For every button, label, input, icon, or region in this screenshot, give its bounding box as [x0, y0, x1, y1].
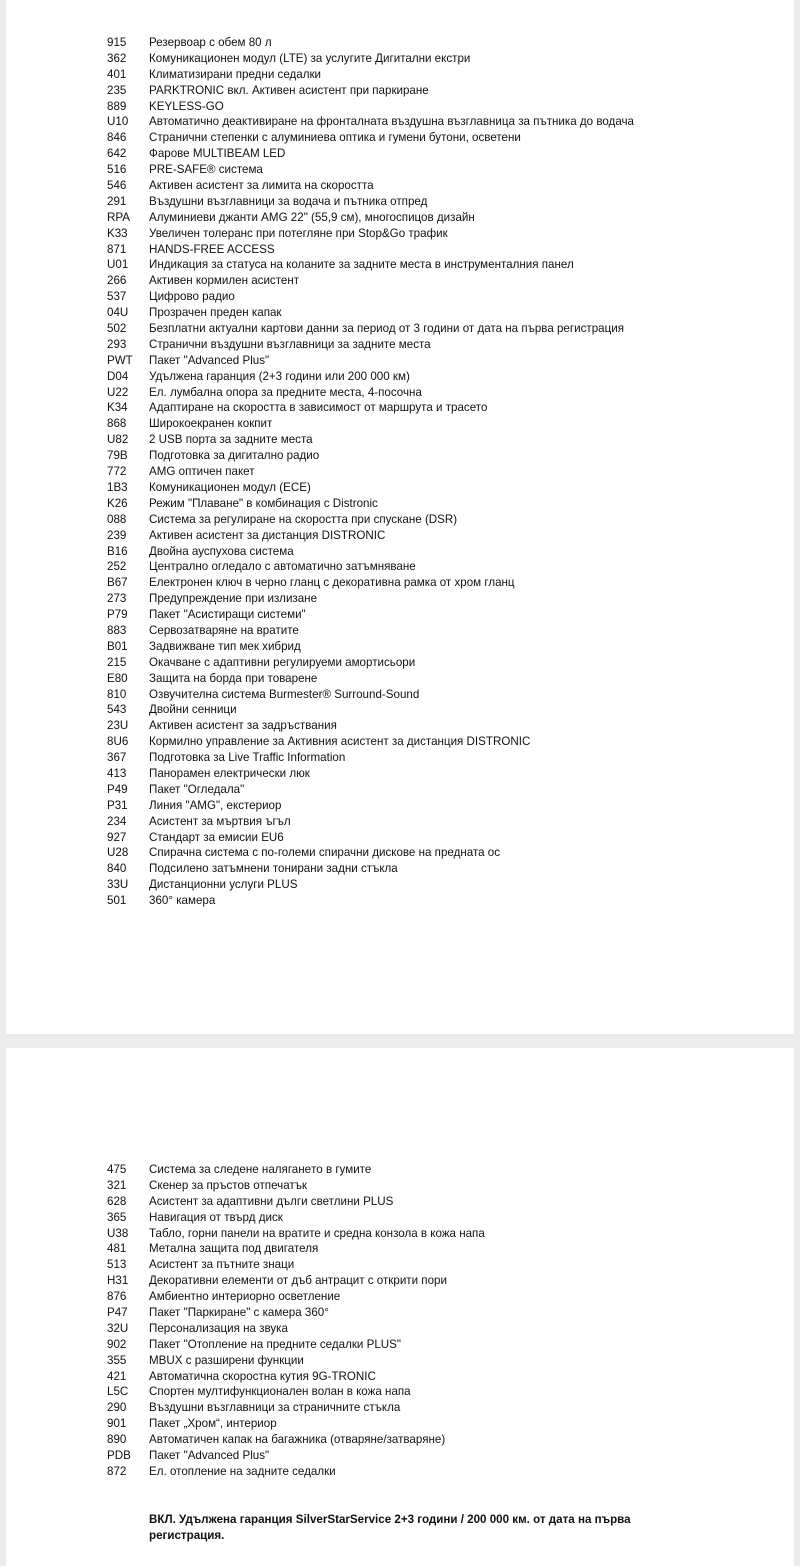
- option-description: Безплатни актуални картови данни за период от 3 години от дата на първа регистрация: [149, 322, 624, 336]
- equipment-item: [107, 99, 634, 115]
- equipment-item: [107, 1257, 485, 1273]
- equipment-item: [107, 146, 634, 162]
- equipment-item: [107, 1432, 485, 1448]
- option-code: 32U: [107, 1321, 129, 1335]
- option-description: Странични степенки с алуминиева оптика и гумени бутони, осветени: [149, 131, 521, 145]
- equipment-item: [107, 734, 634, 750]
- option-description: Система за следене наляганeто в гумите: [149, 1163, 372, 1176]
- equipment-item: [107, 35, 634, 51]
- option-code: E80: [107, 671, 128, 685]
- equipment-item: [107, 353, 634, 369]
- option-description: Комуникационен модул (LTE) за услугите Дигитални екстри: [149, 51, 471, 65]
- equipment-item: [107, 67, 634, 83]
- option-description: Широкоекранен кокпит: [149, 417, 273, 431]
- option-code: PDB: [107, 1449, 131, 1463]
- option-description: Амбиентно интериорно осветление: [149, 1290, 341, 1304]
- option-description: Озвучителна система Burmester® Surround-Sound: [149, 687, 420, 701]
- option-code: 868: [107, 417, 127, 431]
- option-code: 421: [107, 1369, 127, 1383]
- option-code: 890: [107, 1433, 127, 1447]
- option-code: 401: [107, 67, 127, 81]
- option-code: 239: [107, 528, 127, 542]
- option-code: 475: [107, 1163, 127, 1176]
- equipment-item: [107, 512, 634, 528]
- equipment-item: [107, 718, 634, 734]
- option-description: Подготовка за Live Traffic Information: [149, 751, 346, 765]
- equipment-item: [107, 194, 634, 210]
- option-code: 546: [107, 179, 127, 193]
- option-description: Цифрово радио: [149, 290, 235, 304]
- equipment-item: [107, 448, 634, 464]
- option-description: Двойна ауспухова система: [149, 544, 294, 558]
- equipment-item: [107, 528, 634, 544]
- option-description: Странични въздушни възглавници за задните места: [149, 337, 431, 351]
- option-code: 915: [107, 36, 127, 49]
- option-description: Табло, горни панели на вратите и средна конзола в кожа напа: [149, 1226, 485, 1240]
- option-description: Спортен мултифункционален волан в кожа напа: [149, 1385, 411, 1399]
- equipment-item: [107, 210, 634, 226]
- option-code: 321: [107, 1178, 127, 1192]
- option-code: 252: [107, 560, 127, 574]
- option-code: 293: [107, 337, 127, 351]
- equipment-item: [107, 750, 634, 766]
- option-code: 362: [107, 51, 127, 65]
- equipment-item: [107, 1400, 485, 1416]
- option-description: Кормилно управление за Активния асистент за дистанция DISTRONIC: [149, 735, 531, 749]
- equipment-item: [107, 114, 634, 130]
- equipment-item: [107, 464, 634, 480]
- option-code: P79: [107, 608, 128, 622]
- equipment-item: [107, 1321, 485, 1337]
- option-description: Алуминиеви джанти AMG 22" (55,9 см), многоспицов дизайн: [149, 210, 475, 224]
- option-description: Комуникационен модул (ECE): [149, 480, 311, 494]
- option-code: 883: [107, 623, 127, 637]
- option-code: 642: [107, 147, 127, 161]
- option-code: 516: [107, 163, 127, 177]
- option-code: 927: [107, 830, 127, 844]
- option-code: 365: [107, 1210, 127, 1224]
- equipment-item: [107, 1353, 485, 1369]
- equipment-item: [107, 1241, 485, 1257]
- equipment-item: [107, 416, 634, 432]
- option-description: Двойни сенници: [149, 703, 237, 717]
- equipment-item: [107, 130, 634, 146]
- option-code: PWT: [107, 353, 133, 367]
- option-code: U82: [107, 433, 129, 447]
- option-code: 290: [107, 1401, 127, 1415]
- equipment-item: [107, 1464, 485, 1480]
- option-description: Активен асистент за задръствания: [149, 719, 337, 733]
- option-code: 901: [107, 1417, 127, 1431]
- option-code: L5C: [107, 1385, 129, 1399]
- option-code: 513: [107, 1258, 127, 1272]
- option-code: 234: [107, 814, 127, 828]
- option-description: Подготовка за дигитално радио: [149, 449, 320, 463]
- option-description: Панорамен електрически люк: [149, 766, 310, 780]
- equipment-item: [107, 1210, 485, 1226]
- equipment-item: [107, 496, 634, 512]
- equipment-item: [107, 337, 634, 353]
- option-description: Система за регулиране на скоростта при спускане (DSR): [149, 512, 458, 526]
- option-description: Ел. лумбална опора за предните места, 4-посочна: [149, 385, 422, 399]
- option-description: Увеличен толеранс при потегляне при Stop&Go трафик: [149, 226, 448, 240]
- option-description: Дистанционни услуги PLUS: [149, 878, 298, 892]
- option-description: Персонализация на звука: [149, 1321, 288, 1335]
- warranty-note: ВКЛ. Удължена гаранция SilverStarService 2+3 години / 200 000 км. от дата на първа регистрация.: [149, 1513, 631, 1542]
- option-code: U10: [107, 115, 129, 129]
- option-description: Пакет "Advanced Plus": [149, 353, 270, 367]
- equipment-item: [107, 655, 634, 671]
- equipment-item: [107, 861, 634, 877]
- equipment-item: [107, 1226, 485, 1242]
- equipment-item: [107, 83, 634, 99]
- equipment-item: [107, 1194, 485, 1210]
- equipment-item: [107, 782, 634, 798]
- option-description: KEYLESS-GO: [149, 99, 224, 113]
- equipment-item: [107, 607, 634, 623]
- equipment-item: [107, 575, 634, 591]
- option-code: U22: [107, 385, 129, 399]
- equipment-item: [107, 51, 634, 67]
- equipment-item: [107, 321, 634, 337]
- option-code: 810: [107, 687, 127, 701]
- option-code: 79B: [107, 449, 128, 463]
- equipment-item: [107, 1369, 485, 1385]
- option-description: Линия "AMG", екстериор: [149, 798, 282, 812]
- option-description: Централно огледало с автоматично затъмняване: [149, 560, 416, 574]
- option-code: 772: [107, 465, 127, 479]
- option-code: 872: [107, 1464, 127, 1478]
- option-code: 413: [107, 766, 127, 780]
- option-code: RPA: [107, 210, 130, 224]
- equipment-item: [107, 1289, 485, 1305]
- option-description: Пакет "Асистиращи системи": [149, 608, 306, 622]
- equipment-item: [107, 400, 634, 416]
- option-description: Прозрачен преден капак: [149, 306, 282, 320]
- option-description: Асистент за мъртвия ъгъл: [149, 814, 291, 828]
- option-code: B67: [107, 576, 128, 590]
- option-code: 502: [107, 322, 127, 336]
- equipment-item: [107, 687, 634, 703]
- option-code: 33U: [107, 878, 129, 892]
- option-description: Въздушни възглавници за страничните стъкла: [149, 1401, 401, 1415]
- option-description: Режим "Плаване" в комбинация с Distronic: [149, 496, 378, 510]
- option-description: PRE-SAFE® система: [149, 163, 263, 177]
- equipment-item: [107, 1384, 485, 1400]
- option-code: 840: [107, 862, 127, 876]
- equipment-item: [107, 1178, 485, 1194]
- option-description: Пакет "Advanced Plus": [149, 1449, 270, 1463]
- option-description: AMG оптичен пакет: [149, 465, 255, 479]
- equipment-item: [107, 893, 634, 909]
- option-description: Ел. отопление на задните седалки: [149, 1464, 336, 1478]
- option-code: 537: [107, 290, 127, 304]
- option-code: 04U: [107, 306, 129, 320]
- option-code: D04: [107, 369, 129, 383]
- option-description: Активен кормилен асистент: [149, 274, 300, 288]
- option-description: Удължена гаранция (2+3 години или 200 000 км): [149, 369, 410, 383]
- equipment-item: [107, 559, 634, 575]
- option-description: Навигация от твърд диск: [149, 1210, 283, 1224]
- option-description: Предупреждение при излизане: [149, 592, 318, 606]
- option-description: Стандарт за емисии EU6: [149, 830, 284, 844]
- option-description: Въздушни възглавници за водача и пътника отпред: [149, 194, 428, 208]
- equipment-list: [107, 1162, 485, 1480]
- equipment-item: [107, 1305, 485, 1321]
- equipment-item: [107, 830, 634, 846]
- equipment-item: [107, 1337, 485, 1353]
- option-code: 501: [107, 894, 127, 908]
- equipment-item: [107, 639, 634, 655]
- option-description: HANDS-FREE ACCESS: [149, 242, 275, 256]
- option-description: Асистент за адаптивни дълги светлини PLUS: [149, 1194, 394, 1208]
- option-description: Активен асистент за дистанция DISTRONIC: [149, 528, 386, 542]
- equipment-item: [107, 385, 634, 401]
- equipment-item: [107, 289, 634, 305]
- equipment-item: [107, 814, 634, 830]
- option-code: 871: [107, 242, 127, 256]
- equipment-item: [107, 845, 634, 861]
- option-description: 2 USB порта за задните места: [149, 433, 313, 447]
- option-code: 1B3: [107, 480, 128, 494]
- option-description: Електронен ключ в черно гланц с декоративна рамка от хром гланц: [149, 576, 515, 590]
- equipment-item: [107, 798, 634, 814]
- option-description: Адаптиране на скоростта в зависимост от маршрута и трасето: [149, 401, 488, 415]
- equipment-item: [107, 178, 634, 194]
- option-description: Сервозатваряне на вратите: [149, 623, 299, 637]
- equipment-item: [107, 544, 634, 560]
- option-description: Окачване с адаптивни регулируеми амортисьори: [149, 655, 416, 669]
- option-description: Защита на борда при товарене: [149, 671, 318, 685]
- equipment-item: [107, 591, 634, 607]
- option-description: Скенер за пръстов отпечатък: [149, 1178, 308, 1192]
- option-description: Подсилено затъмнени тонирани задни стъкла: [149, 862, 398, 876]
- document-page-1: [6, 0, 794, 1034]
- option-code: 266: [107, 274, 127, 288]
- option-code: K33: [107, 226, 128, 240]
- option-description: Климатизирани предни седалки: [149, 67, 322, 81]
- equipment-item: [107, 226, 634, 242]
- option-code: 355: [107, 1353, 127, 1367]
- equipment-item: [107, 671, 634, 687]
- option-description: Спирачна система с по-големи спирачни дискове на предната ос: [149, 846, 501, 860]
- equipment-item: [107, 257, 634, 273]
- option-code: 215: [107, 655, 127, 669]
- equipment-item: [107, 273, 634, 289]
- option-code: P31: [107, 798, 128, 812]
- equipment-item: [107, 877, 634, 893]
- option-description: PARKTRONIC вкл. Активен асистент при паркиране: [149, 83, 429, 97]
- option-code: K26: [107, 496, 128, 510]
- option-code: 235: [107, 83, 127, 97]
- option-code: 23U: [107, 719, 129, 733]
- option-description: Пакет „Хром“, интериор: [149, 1417, 277, 1431]
- option-code: H31: [107, 1274, 129, 1288]
- option-description: Пакет "Огледала": [149, 782, 245, 796]
- option-code: 273: [107, 592, 127, 606]
- option-description: Асистент за пътните знаци: [149, 1258, 295, 1272]
- option-description: Фарове MULTIBEAM LED: [149, 147, 286, 161]
- option-code: U38: [107, 1226, 129, 1240]
- option-description: Автоматичен капак на багажника (отваряне/затваряне): [149, 1433, 446, 1447]
- equipment-item: [107, 432, 634, 448]
- option-description: 360° камера: [149, 894, 216, 908]
- equipment-item: [107, 242, 634, 258]
- option-code: B01: [107, 639, 128, 653]
- option-description: Пакет "Паркиране" с камера 360°: [149, 1306, 329, 1320]
- option-description: Активен асистент за лимита на скоростта: [149, 179, 374, 193]
- document-page-2: [6, 1048, 794, 1566]
- equipment-item: [107, 369, 634, 385]
- option-description: Автоматично деактивиране на фронталната въздушна възглавница за пътника до водача: [149, 115, 635, 129]
- option-code: 902: [107, 1337, 127, 1351]
- option-description: Метална защита под двигателя: [149, 1242, 319, 1256]
- equipment-item: [107, 162, 634, 178]
- option-code: 889: [107, 99, 127, 113]
- equipment-item: [107, 766, 634, 782]
- option-code: P49: [107, 782, 128, 796]
- option-description: Резервоар с обем 80 л: [149, 36, 272, 49]
- equipment-item: [107, 480, 634, 496]
- option-code: B16: [107, 544, 128, 558]
- option-description: MBUX с разширени функции: [149, 1353, 304, 1367]
- equipment-item: [107, 305, 634, 321]
- option-code: 481: [107, 1242, 127, 1256]
- option-code: 628: [107, 1194, 127, 1208]
- option-code: P47: [107, 1306, 128, 1320]
- option-code: 876: [107, 1290, 127, 1304]
- option-description: Индикация за статуса на коланите за задните места в инструменталния панел: [149, 258, 574, 272]
- equipment-item: [107, 702, 634, 718]
- equipment-item: [107, 1273, 485, 1289]
- option-code: 291: [107, 194, 127, 208]
- equipment-item: [107, 1448, 485, 1464]
- option-description: Декоративни елементи от дъб антрацит с открити пори: [149, 1274, 447, 1288]
- option-code: K34: [107, 401, 128, 415]
- option-code: U01: [107, 258, 129, 272]
- option-description: Задвижване тип мек хибрид: [149, 639, 301, 653]
- option-description: Автоматична скоростна кутия 9G-TRONIC: [149, 1369, 376, 1383]
- option-code: 543: [107, 703, 127, 717]
- equipment-list: [107, 35, 634, 909]
- option-code: 8U6: [107, 735, 129, 749]
- option-code: 088: [107, 512, 127, 526]
- option-description: Пакет "Отопление на предните седалки PLUS": [149, 1337, 401, 1351]
- equipment-item: [107, 1162, 485, 1178]
- equipment-item: [107, 1416, 485, 1432]
- option-code: 846: [107, 131, 127, 145]
- option-code: U28: [107, 846, 129, 860]
- equipment-item: [107, 623, 634, 639]
- option-code: 367: [107, 751, 127, 765]
